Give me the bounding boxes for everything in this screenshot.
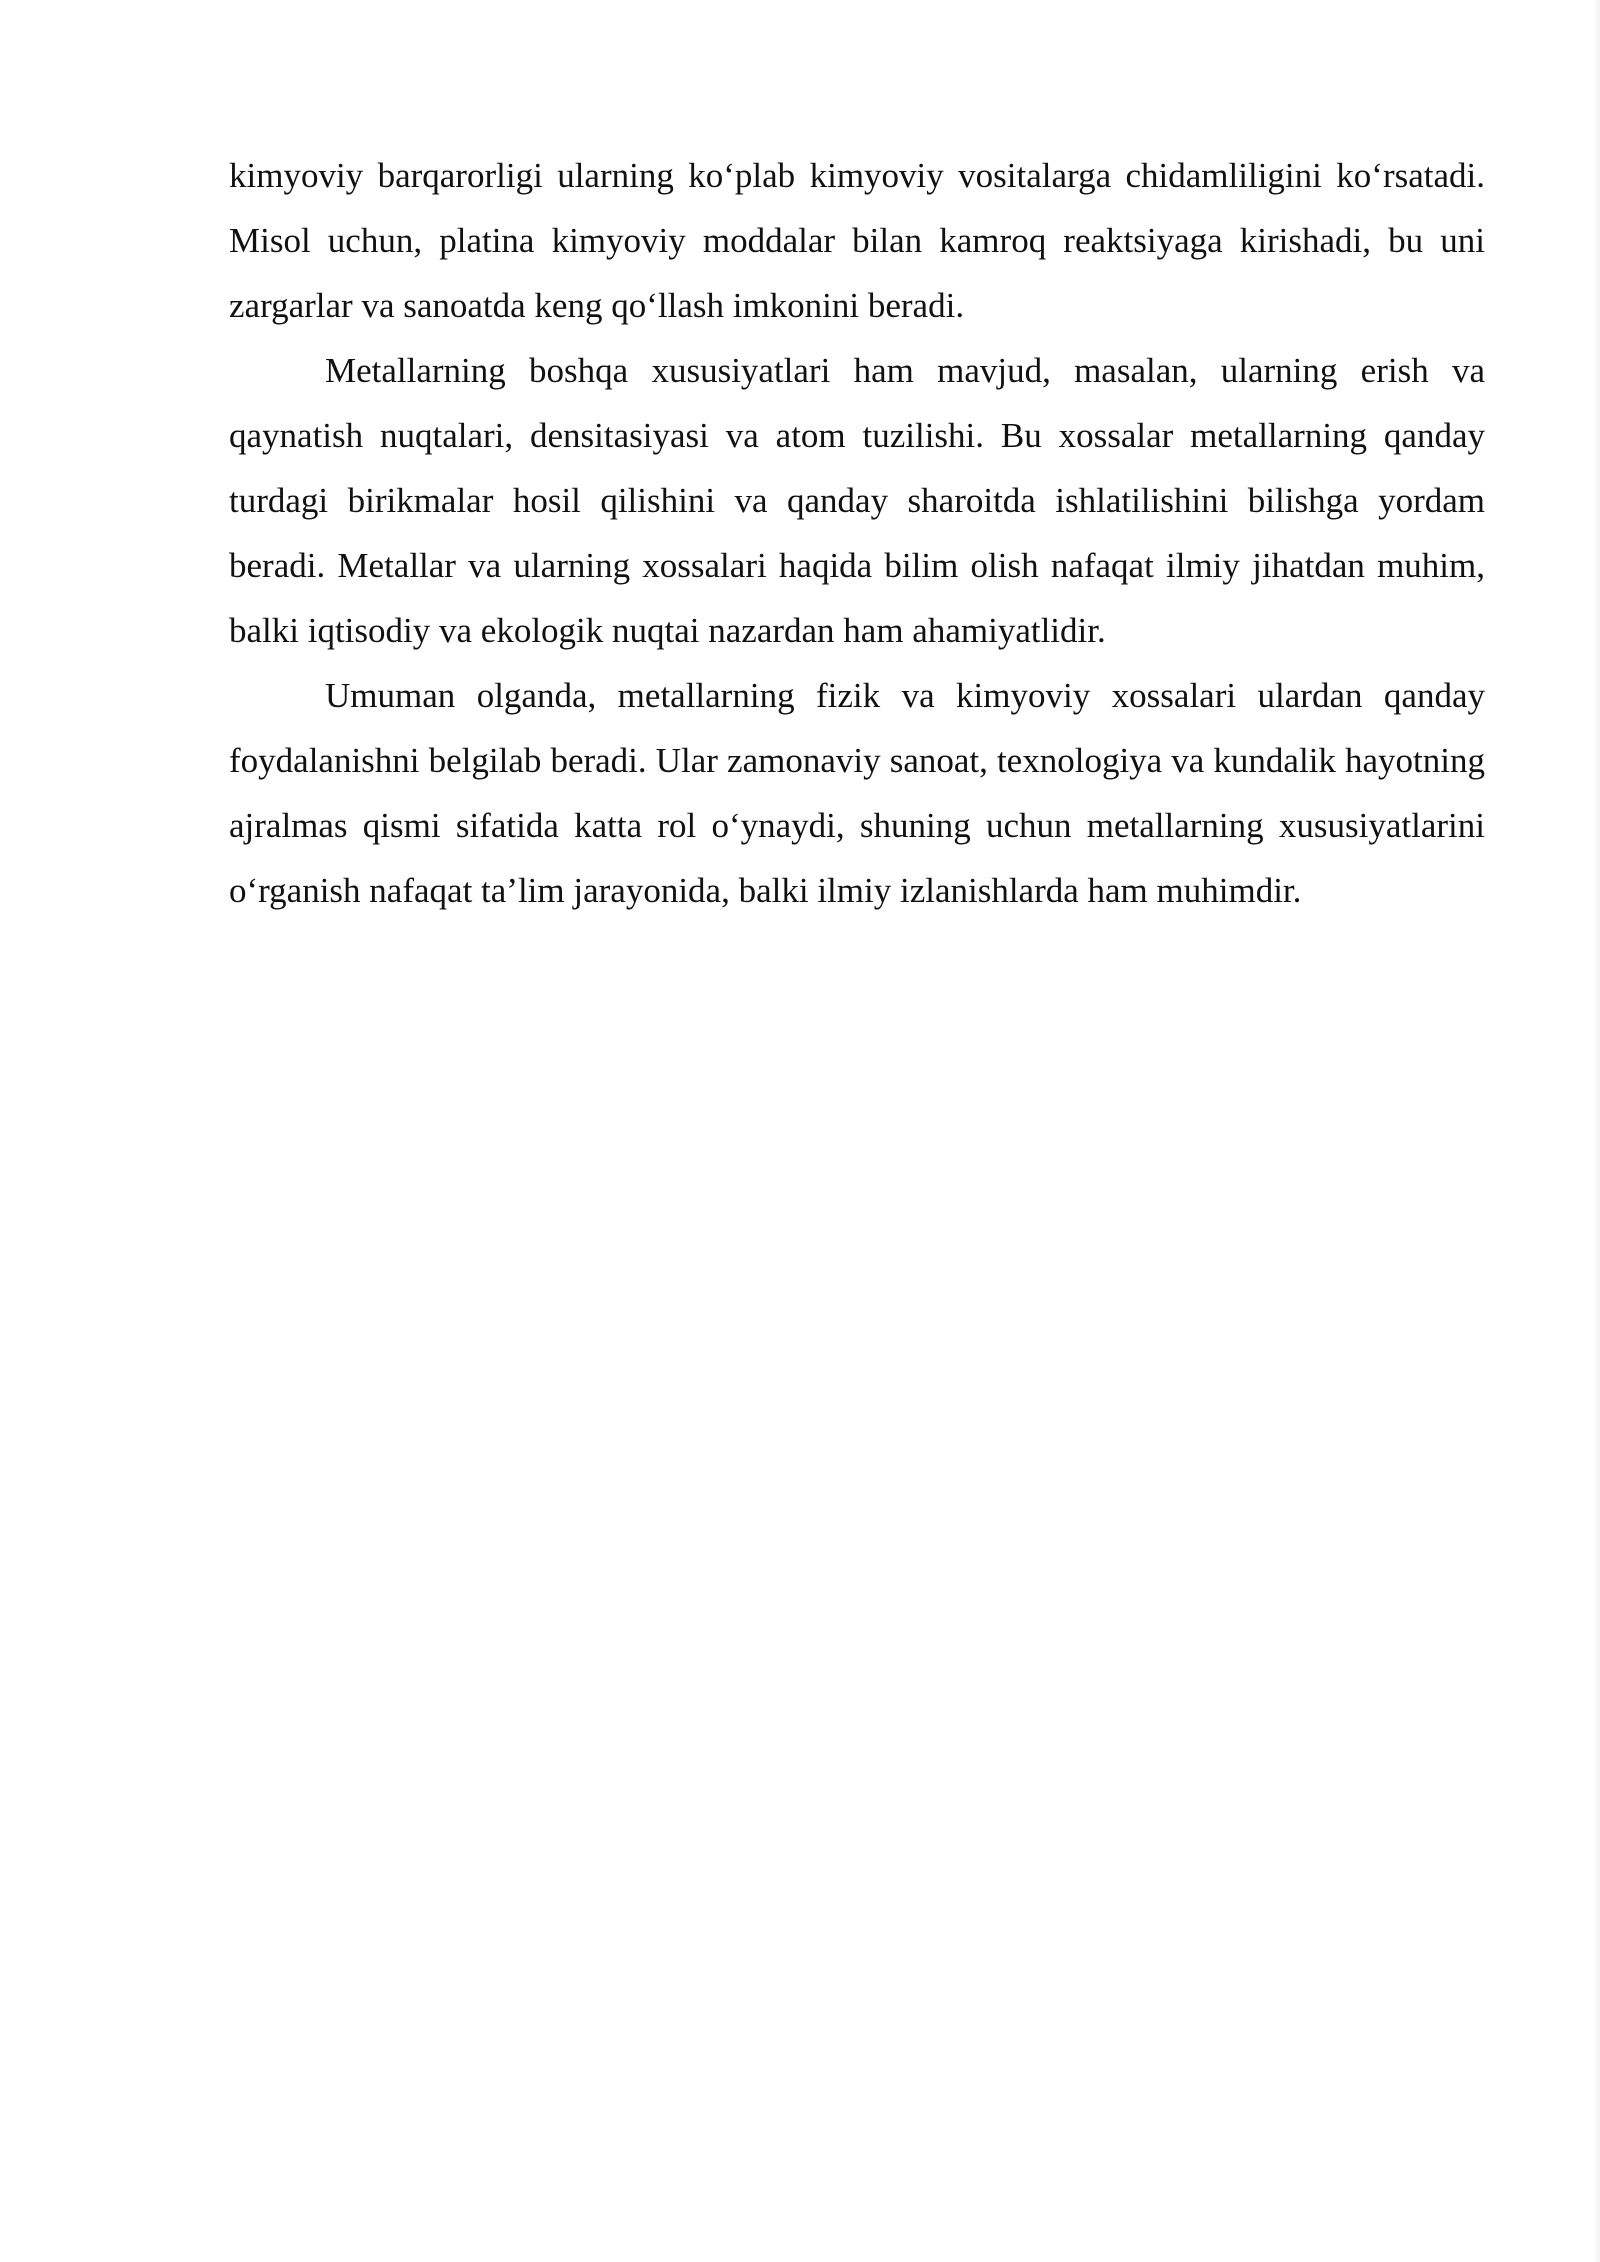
paragraph-conclusion: Umuman olganda, metallarning fizik va kimyoviy xossalari ulardan qanday foydalanishni belgilab beradi. Ular zamonaviy sanoat, texnologiya va kundalik hayotning ajralmas qismi sifatida katta rol o‘ynaydi, shuning uchun metallarning xususiyatlarini o‘rganish nafaqat ta’lim jarayonida, balki ilmiy izlanishlarda ham muhimdir. [229,676,1485,910]
document-body [229,143,1485,923]
paragraph-metal-properties: Metallarning boshqa xususiyatlari ham mavjud, masalan, ularning erish va qaynatish nuqtalari, densitasiyasi va atom tuzilishi. Bu xossalar metallarning qanday turdagi birikmalar hosil qilishini va qanday sharoitda ishlatilishini bilishga yordam beradi. Metallar va ularning xossalari haqida bilim olish nafaqat ilmiy jihatdan muhim, balki iqtisodiy va ekologik nuqtai nazardan ham ahamiyatlidir. [229,351,1485,650]
paragraph-continued: kimyoviy barqarorligi ularning ko‘plab kimyoviy vositalarga chidamliligini ko‘rsatadi. Misol uchun, platina kimyoviy moddalar bilan kamroq reaktsiyaga kirishadi, bu uni zargarlar va sanoatda keng qo‘llash imkonini beradi. [229,156,1485,325]
page-edge-shadow [1592,0,1600,2262]
